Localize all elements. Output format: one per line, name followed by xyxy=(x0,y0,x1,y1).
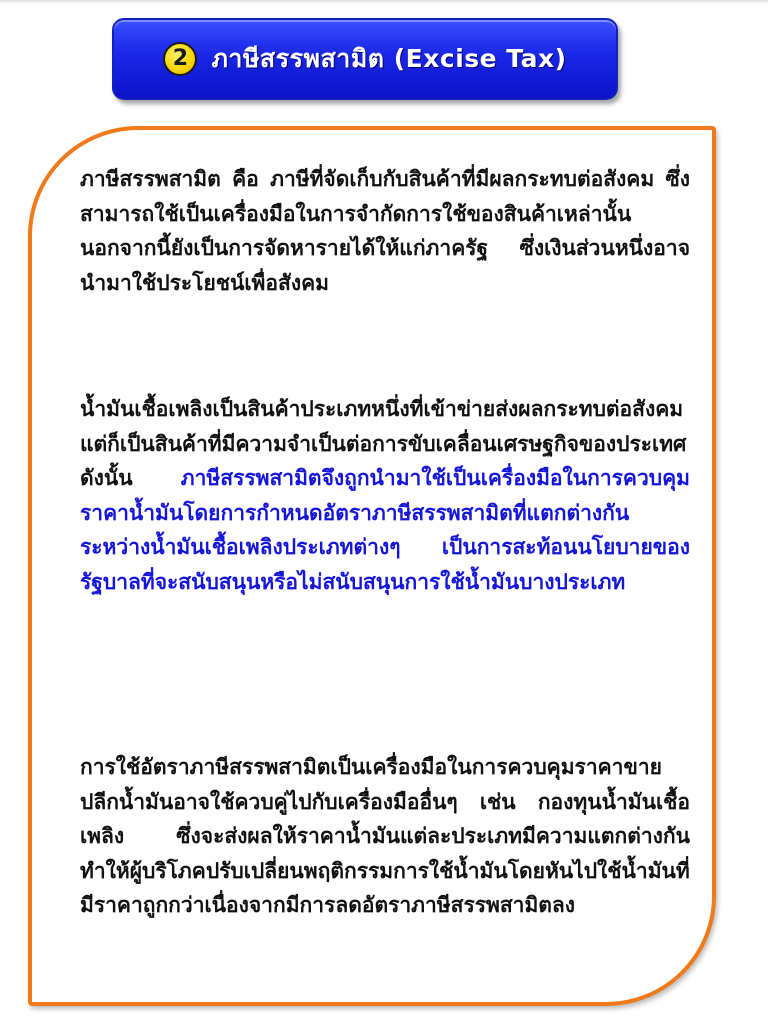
content-card xyxy=(28,126,716,1006)
paragraph-fuel-oil-lead: น้ำมันเชื้อเพลิงเป็นสินค้าประเภทหนึ่งที่เข้าข่ายส่งผลกระทบต่อสังคม แต่ก็เป็นสินค้าที่มีความจำเป็นต่อการขับเคลื่อนเศรษฐกิจของประเทศ ดังนั้น xyxy=(80,397,687,490)
paragraph-definition: ภาษีสรรพสามิต คือ ภาษีที่จัดเก็บกับสินค้าที่มีผลกระทบต่อสังคม ซึ่งสามารถใช้เป็นเครื่องมือในการจำกัดการใช้ของสินค้าเหล่านั้น นอกจากนี้ยังเป็นการจัดหารายได้ให้แก่ภาครัฐ ซึ่งเงินส่วนหนึ่งอาจนำมาใช้ประโยชน์เพื่อสังคม xyxy=(80,167,690,295)
number-badge-icon xyxy=(163,42,197,76)
top-divider xyxy=(0,0,768,4)
page-title: ภาษีสรรพสามิต (Excise Tax) xyxy=(211,44,567,73)
title-banner xyxy=(112,18,618,100)
paragraph-tax-rate-tool: การใช้อัตราภาษีสรรพสามิตเป็นเครื่องมือในการควบคุมราคาขายปลีกน้ำมันอาจใช้ควบคู่ไปกับเครื่องมืออื่นๆ เช่น กองทุนน้ำมันเชื้อเพลิง ซึ่งจะส่งผลให้ราคาน้ำมันแต่ละประเภทมีความแตกต่างกันทำให้ผู้บริโภคปรับเปลี่ยนพฤติกรรมการใช้น้ำมันโดยหันไปใช้น้ำมันที่มีราคาถูกกว่าเนื่องจากมีการลดอัตราภาษีสรรพสามิตลง xyxy=(80,755,690,917)
paragraph-fuel-oil xyxy=(80,392,690,599)
badge-number: 2 xyxy=(172,46,189,71)
paragraph-fuel-oil-highlight: ภาษีสรรพสามิตจึงถูกนำมาใช้เป็นเครื่องมือในการควบคุมราคาน้ำมันโดยการกำหนดอัตราภาษีสรรพสามิตที่แตกต่างกันระหว่างน้ำมันเชื้อเพลิงประเภทต่างๆ เป็นการสะท้อนนโยบายของรัฐบาลที่จะสนับสนุนหรือไม่สนับสนุนการใช้น้ำมันบางประเภท xyxy=(80,466,690,594)
